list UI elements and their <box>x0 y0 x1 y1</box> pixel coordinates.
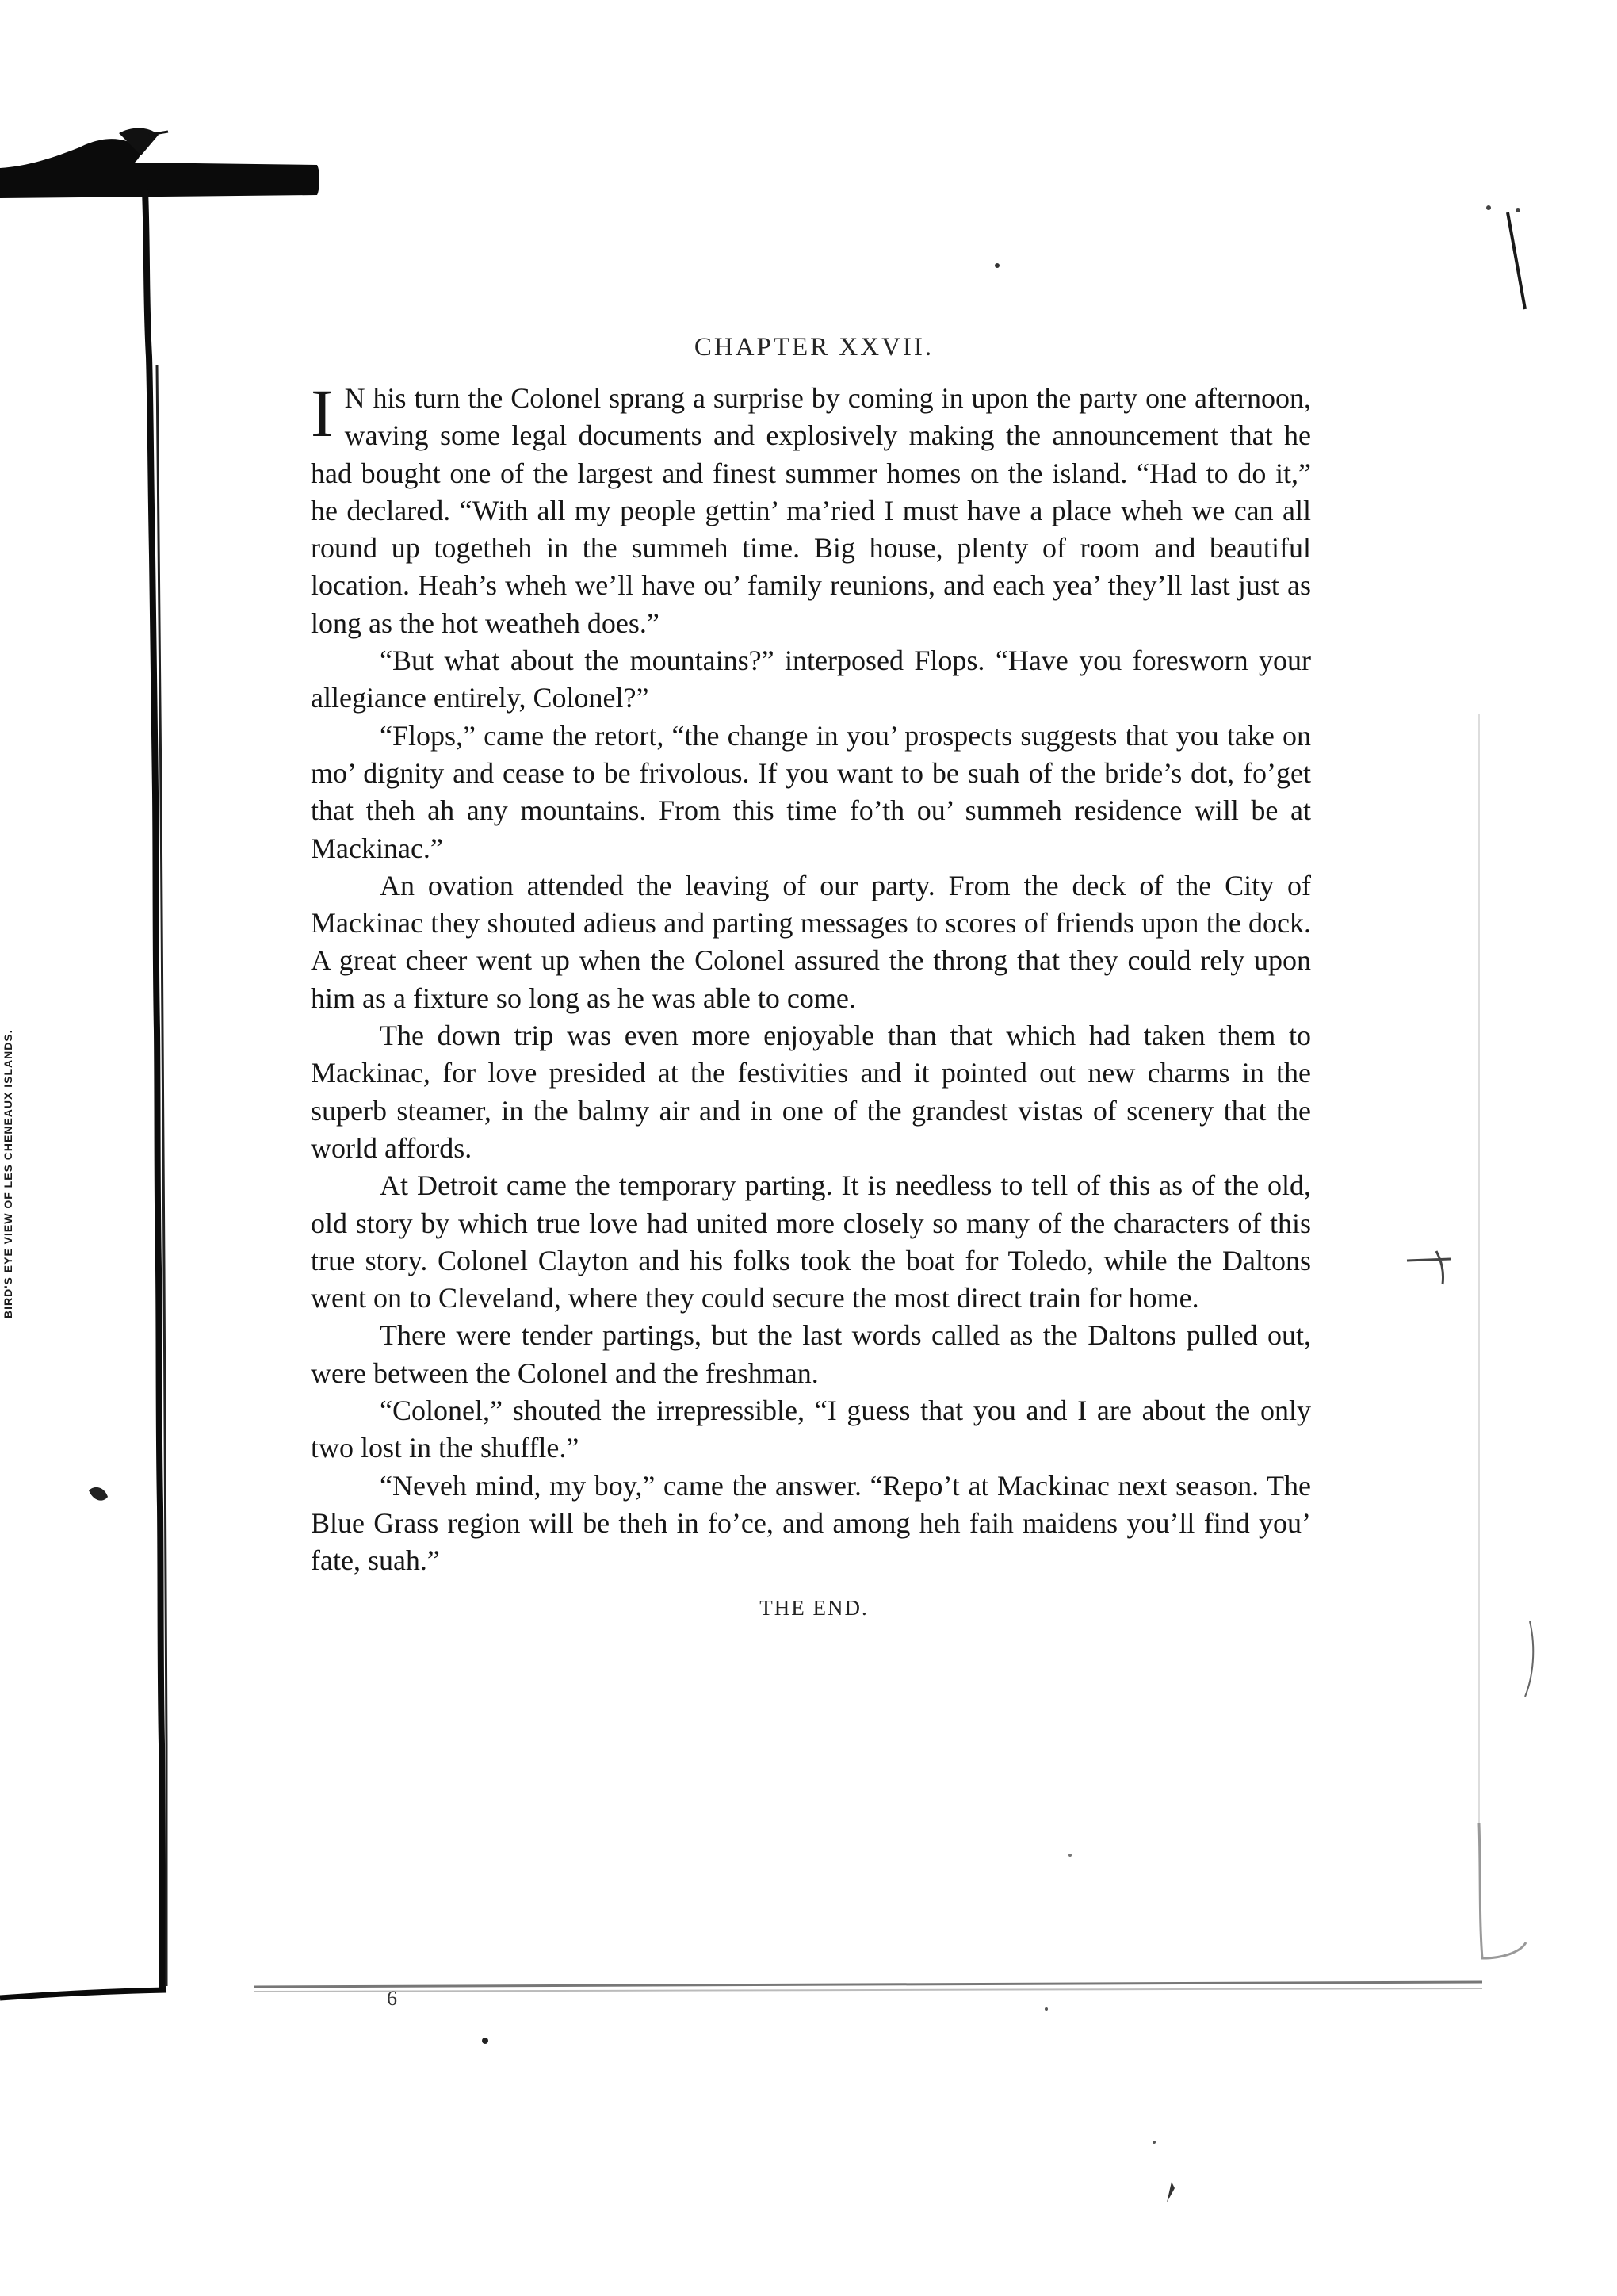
speck-8 <box>1516 208 1520 212</box>
paragraph-7: There were tender partings, but the last words called as the Daltons pulled out, were between the Colonel and the freshman. <box>311 1319 1311 1389</box>
paragraph-6: At Detroit came the temporary parting. It is needless to tell of this as of the old, old story by which true love had united more closely so many of the characters of this true story. Colonel Clayton and his folks took the boat for Toledo, while the Daltons went on to Cleveland, where they could secure the most direct train for home. <box>311 1169 1311 1314</box>
paragraph-9: “Neveh mind, my boy,” came the answer. “Repo’t at Mackinac next season. The Blue Grass region will be theh in fo’ce, and among heh faih maidens you’ll find you’ fate, suah.” <box>311 1469 1311 1577</box>
page-bottom-edge <box>254 1982 1482 1987</box>
speck-6 <box>1068 1854 1072 1857</box>
right-page-edge <box>1479 1823 1526 1958</box>
spine-caption: BIRD'S EYE VIEW OF LES CHENEAUX ISLANDS. <box>2 1029 14 1318</box>
right-bracket-mark <box>1525 1621 1533 1697</box>
page-bottom-edge-shadow <box>254 1988 1482 1992</box>
speck-3 <box>1167 2182 1175 2202</box>
right-margin-mark <box>1407 1251 1451 1284</box>
paragraph-8: “Colonel,” shouted the irrepressible, “I guess that you and I are about the only two lost in the shuffle.” <box>311 1395 1311 1464</box>
drop-cap: I <box>311 375 334 451</box>
binding-vertical-line <box>145 190 162 1988</box>
paragraph-5: The down trip was even more enjoyable than that which had taken them to Mackinac, for love presided at the festivities and it pointed out new charms in the superb steamer, in the balmy air and in one of the grandest vistas of scenery that the world affords. <box>311 1020 1311 1164</box>
speck-5 <box>1045 2007 1048 2011</box>
right-edge-stroke <box>1508 212 1525 309</box>
chapter-heading: CHAPTER XXVII. <box>694 333 935 362</box>
paragraph-3: “Flops,” came the retort, “the change in you’ prospects suggests that you take on mo’ dignity and cease to be frivolous. If you want to be suah of the bride’s dot, fo’get that theh ah any mountains. From this time fo’th ou’ summeh residence will be at Mackinac.” <box>311 719 1311 864</box>
paragraph-text: N his turn the Colonel sprang a surprise by coming in upon the party one afternoon, waving some legal documents and explosively making the announcement that he had bought one of the largest and finest summer homes on the island. “Had to do it,” he declared. “With all my people gettin’ ma’ried I must have a place wheh we can all round up togetheh in the summeh time. Big house, plenty of room and beautiful location. Heah’s wheh we’ll have ou’ family reunions, and each yea’ they’ll last just as long as the hot weatheh does.” <box>311 382 1311 639</box>
speck-2 <box>995 263 1000 268</box>
speck-7 <box>1486 205 1491 210</box>
binding-bottom-line <box>0 1990 166 1998</box>
left-speck <box>89 1487 108 1501</box>
speck-4 <box>1153 2141 1156 2144</box>
page-mark: 6 <box>387 1987 397 2010</box>
binding-shadow-top <box>0 139 319 198</box>
text-block <box>311 333 1311 1621</box>
paragraph-4: An ovation attended the leaving of our party. From the deck of the City of Mackinac they shouted adieus and parting messages to scores of friends upon the dock. A great cheer went up when the Colonel assured the throng that they could rely upon him as a fixture so long as he was able to come. <box>311 869 1311 1014</box>
paragraph-2: “But what about the mountains?” interposed Flops. “Have you foresworn your allegiance entirely, Colonel?” <box>311 645 1311 714</box>
the-end: THE END. <box>759 1595 869 1620</box>
speck-1 <box>482 2038 488 2044</box>
paragraph-1 <box>311 375 1311 642</box>
